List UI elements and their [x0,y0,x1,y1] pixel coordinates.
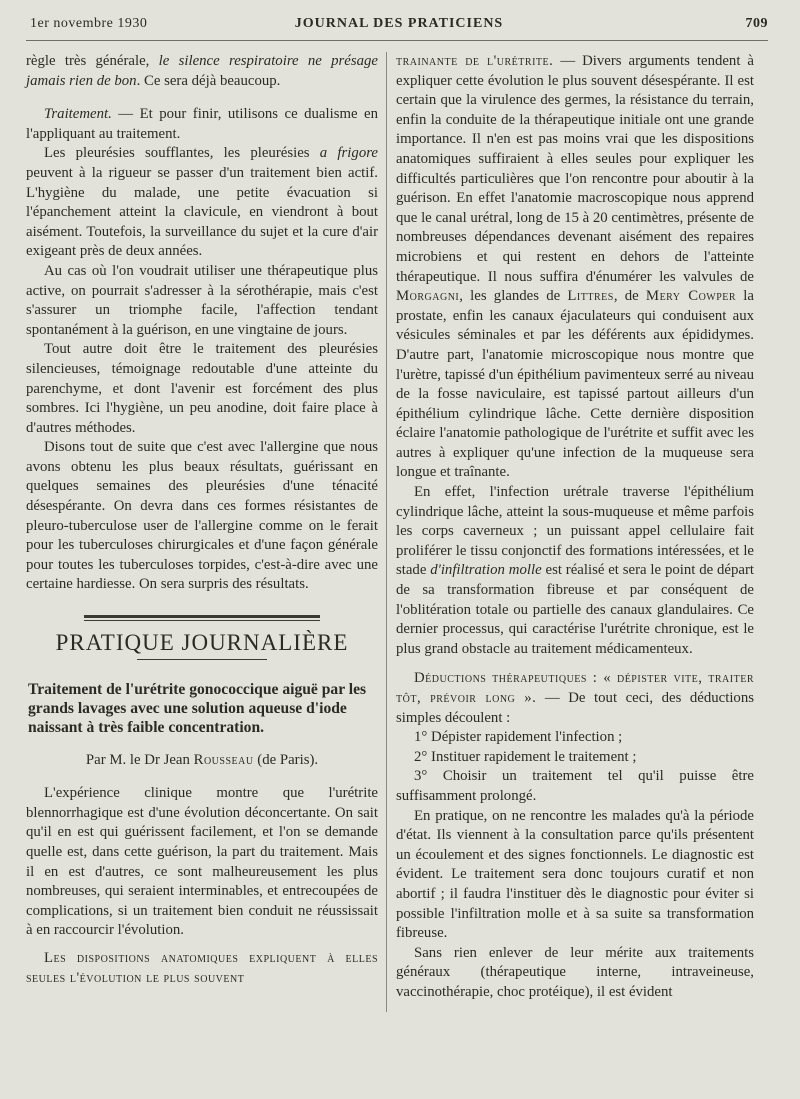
page-header [30,14,768,38]
paragraph: L'expérience clinique montre que l'urétrite blennorrhagique est d'une évolution déconcertante. On sait qu'il en est qui guérissent facilement, et l'on se demande quelle est, dans cette guérison, la part du traitement. Mais il en est d'autres, ce sont malheureusement les plus nombreuses, qui seraient interminables, et entrecoupées de complications, si un traitement bien conduit ne réussissait à en raccourcir l'évolution. [26,785,378,939]
paragraph: Disons tout de suite que c'est avec l'allergine que nous avons obtenu les plus beaux résultats, guérissant en quelques semaines des pleurésies d'une ténacité désespérante. On devra dans ces formes résistantes de pleuro-tuberculose user de l'allergine comme on le ferait pour les tuberculoses chirurgicales et d'une façon générale pour toutes les tuberculoses torpides, c'est-à-dire avec une certaine hardiesse. On sera surpris des résultats. [26,439,378,593]
header-date: 1er novembre 1930 [30,16,148,31]
column-divider [386,52,387,1012]
section-divider [84,615,320,621]
left-column [26,52,378,988]
paragraph: Tout autre doit être le traitement des pleurésies silencieuses, témoignage redoutable d'une atteinte du parenchyme, et dont l'avenir est forcément des plus sombres. Ici l'hygiène, un peu anodine, doit faire place à d'autres méthodes. [26,341,378,436]
right-column [396,52,754,1003]
paragraph: Déductions thérapeutiques : « dépister vite, traiter tôt, prévoir long ». — De tout ceci, des déductions simples découlent : [396,670,754,726]
header-rule [26,40,768,41]
article-author: Par M. le Dr Jean Rousseau (de Paris). [85,751,319,768]
title-underline [137,659,267,660]
paragraph: Traitement. — Et pour finir, utilisons ce dualisme en l'appliquant au traitement. [26,106,378,142]
section-title: PRATIQUE JOURNALIÈRE [55,630,349,656]
paragraph: Les pleurésies soufflantes, les pleurésies a frigore peuvent à la rigueur se passer d'un traitement bien actif. L'hygiène du malade, une petite évacuation si l'épanchement atteint la clavicule, en viendront à bout aisément. Toutefois, la surveillance du sujet et la cure d'air exigeant près de deux années. [26,145,378,260]
paragraph: En effet, l'infection urétrale traverse l'épithélium cylindrique lâche, atteint la sous-muqueuse et même parfois les corps caverneux ; un puissant appel cellulaire fait proliférer le tissu conjonctif des formations intéressées, et le stade d'infiltration molle est réalisé et sera le point de départ de sa transformation fibreuse et par conséquent de l'oblitération totale ou partielle des canaux glandulaires. Ce dernier processus, qui caractérise l'urétrite chronique, est le plus grand obstacle au traitement médicamenteux. [396,484,754,657]
list-item: 3° Choisir un traitement tel qu'il puisse être suffisamment prolongé. [396,768,754,804]
paragraph: trainante de l'urétrite. — Divers arguments tendent à expliquer cette évolution le plus souvent désespérante. Il est certain que la virulence des germes, la résistance du terrain, enfin la conduite de la thérapeutique initiale ont une grande importance. Il n'en est pas moins vrai que les dispositions anatomiques suffiraient à elles seules pour expliquer les difficultés particulières que l'on rencontre pour aboutir à la guérison. En effet l'anatomie macroscopique nous apprend que le canal urétral, long de 15 à 20 centimètres, présente de nombreuses dépendances devenant aisément des repaires microbiens et qui restent en dehors de l'atteinte thérapeutique. Il nous suffira d'énumérer les valvules de Morgagni, les glandes de Littres, de Mery Cowper la prostate, enfin les canaux éjaculateurs qui conduisent aux vésicules séminales et par les déférents aux épididymes. D'autre part, l'anatomie microscopique nous montre que l'urètre, tapissé d'un épithélium pavimenteux serré au niveau de la fosse naviculaire, est tapissé partout ailleurs d'un épithélium cylindrique lâche. Cette dernière disposition éclaire l'anatomie pathologique de l'urétrite et suffit avec les autres à expliquer qu'une infection de la muqueuse sera longue et traînante. [396,53,754,481]
paragraph: Les dispositions anatomiques expliquent à elles seules l'évolution le plus souvent [26,949,378,986]
paragraph: règle très générale, le silence respiratoire ne présage jamais rien de bon. Ce sera déjà beaucoup. [26,53,378,89]
paragraph: Au cas où l'on voudrait utiliser une thérapeutique plus active, on pourrait s'adresser à la sérothérapie, mais c'est s'assurer un triomphe facile, l'affection tendant spontanément à la guérison, en une vingtaine de jours. [26,262,378,338]
paragraph: Sans rien enlever de leur mérite aux traitements généraux (thérapeutique interne, intraveineuse, vaccinothérapie, choc protéique), il est évident [396,944,754,1000]
article-title: Traitement de l'urétrite gonococcique aiguë par les grands lavages avec une solution aqueuse d'iode naissant à très faible concentration. [28,680,367,736]
page-number: 709 [745,16,768,31]
list-item: 1° Dépister rapidement l'infection ; [414,729,623,746]
paragraph: En pratique, on ne rencontre les malades qu'à la période d'état. Ils viennent à la consultation parce qu'ils présentent un écoulement et des signes fonctionnels. Le diagnostic est évident. Le traitement sera donc toujours curatif et non abortif ; il faudra l'instituer dès le diagnostic pour éviter si possible l'infiltration molle et à sa suite sa transformation fibreuse. [396,807,754,942]
list-item: 2° Instituer rapidement le traitement ; [414,748,637,765]
journal-title: JOURNAL DES PRATICIENS [294,16,504,31]
